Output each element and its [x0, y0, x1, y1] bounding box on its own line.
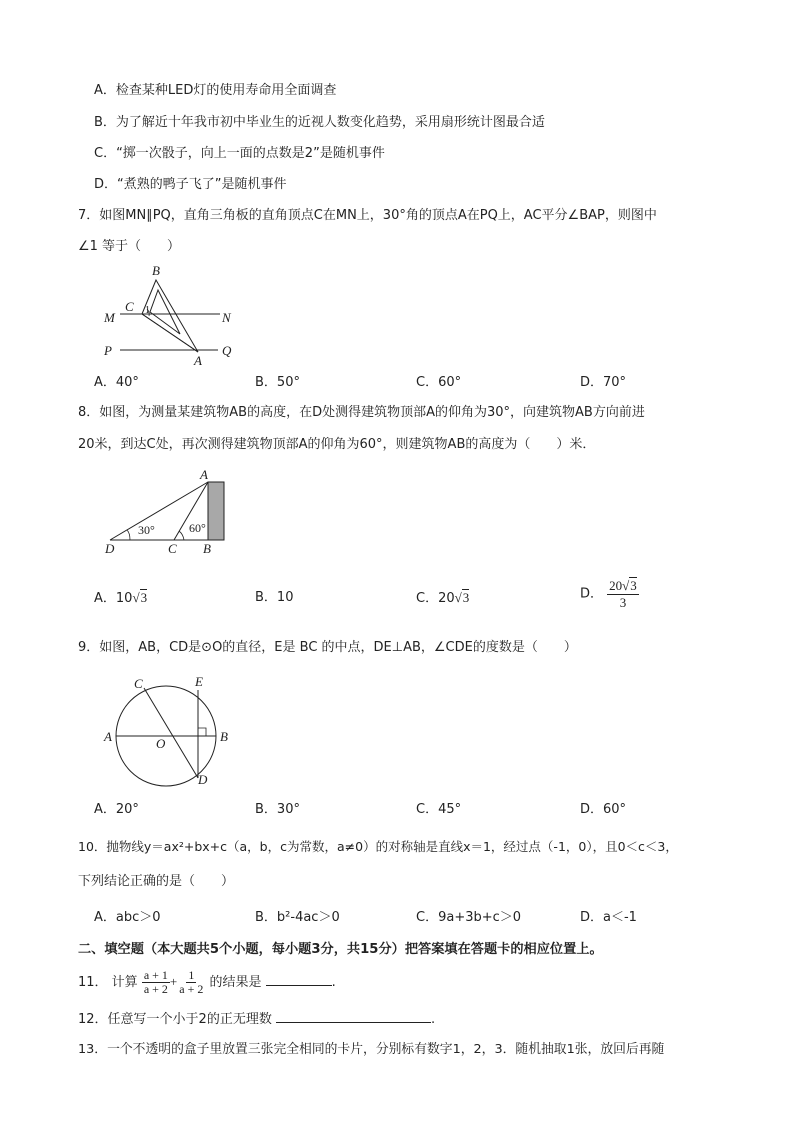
q7-line-ca	[142, 314, 198, 352]
q7-label-n: N	[222, 310, 231, 325]
q12-answer-blank[interactable]	[276, 1010, 431, 1023]
q9-option-c: C．45°	[416, 802, 462, 817]
q11-suffix: 的结果是	[209, 975, 262, 990]
q8-stem-line2: 20米，到达C处，再次测得建筑物顶部A的仰角为60°，则建筑物AB的高度为（ ）米．	[78, 437, 596, 452]
q10-option-c: C．9a+3b+c＞0	[416, 910, 522, 925]
q12-stem	[78, 1010, 435, 1029]
q8-option-d-text: D．	[580, 586, 604, 602]
q7-label-1: 1	[145, 305, 150, 316]
q6-option-c: C．“掷一次骰子，向上一面的点数是2”是随机事件	[94, 146, 385, 161]
q8-figure	[100, 466, 240, 556]
q9-stem-line1	[78, 639, 577, 657]
q8-label-b: B	[203, 541, 211, 556]
q9-label-e: E	[195, 674, 203, 689]
q6-option-a: A．检查某种LED灯的使用寿命用全面调查	[94, 83, 337, 98]
q7-label-b: B	[152, 263, 160, 278]
q9-figure	[100, 672, 240, 792]
q11-answer-blank[interactable]	[266, 973, 332, 986]
q8-option-c-text: C．20	[416, 591, 455, 606]
q8-label-60: 60°	[189, 521, 206, 535]
sqrt-icon: √3	[454, 590, 470, 605]
q7-figure	[100, 262, 250, 372]
q9-label-a: A	[104, 729, 112, 744]
q8-label-a: A	[200, 467, 208, 482]
q8-option-a-text: A．10	[94, 591, 133, 606]
q8-stem-line1: 8．如图，为测量某建筑物AB的高度，在D处测得建筑物顶部A的仰角为30°，向建筑物AB方向前进	[78, 405, 645, 420]
q7-label-q: Q	[222, 343, 232, 358]
q10-option-d: D．a＜-1	[580, 910, 637, 925]
q12-period: .	[430, 1012, 436, 1027]
q7-option-a: A．40°	[94, 375, 139, 390]
q9-stem-text: 9．如图，AB，CD是⊙O的直径，E是 BC 的中点，DE⊥AB，∠CDE的度数是（ ）	[78, 640, 577, 655]
q6-option-b: B．为了解近十年我市初中毕业生的近视人数变化趋势，采用扇形统计图最合适	[94, 115, 545, 130]
q8-arc-60	[179, 531, 184, 540]
q8-label-30: 30°	[138, 523, 155, 537]
q6-option-d: D．“煮熟的鸭子飞了”是随机事件	[94, 177, 287, 192]
q7-stem-line1: 7．如图MN∥PQ，直角三角板的直角顶点C在MN上，30°角的顶点A在PQ上，AC平分∠BAP，则图中	[78, 208, 657, 223]
q11-prefix: 11． 计算	[78, 975, 138, 990]
q8-option-c	[416, 589, 469, 608]
q9-option-d: D．60°	[580, 802, 627, 817]
q7-label-m: M	[104, 310, 115, 325]
q9-label-o: O	[156, 736, 166, 751]
q7-label-a: A	[194, 353, 202, 368]
q8-arc-30	[127, 530, 130, 540]
q10-stem-line1: 10．抛物线y＝ax²+bx+c（a，b，c为常数，a≠0）的对称轴是直线x＝1，经过点（-1，0），且0＜c＜3，	[78, 839, 678, 854]
q12-text: 12．任意写一个小于2的正无理数	[78, 1012, 272, 1027]
q9-option-a: A．20°	[94, 802, 139, 817]
q8-label-c: C	[168, 541, 177, 556]
q9-label-c: C	[134, 676, 143, 691]
q9-option-b: B．30°	[255, 802, 300, 817]
q8-building	[208, 482, 224, 540]
sqrt-icon: √3	[132, 590, 148, 605]
q11-plus: +	[169, 974, 178, 989]
q7-stem-line2: ∠1 等于（ ）	[78, 239, 181, 254]
q9-label-d: D	[198, 772, 208, 787]
q7-triangle-outer	[142, 280, 198, 352]
q11-period: .	[331, 975, 336, 990]
q9-right-angle-mark	[198, 728, 206, 736]
q10-option-a: A．abc＞0	[94, 910, 161, 925]
q13-stem-line1: 13．一个不透明的盒子里放置三张完全相同的卡片，分别标有数字1，2，3．随机抽取1张，放回后再随	[78, 1042, 665, 1057]
sqrt-icon: √3	[622, 578, 637, 593]
q9-label-b: B	[220, 729, 228, 744]
q8-option-a	[94, 589, 147, 608]
q8-option-d	[580, 578, 639, 611]
q8-option-d-fraction: $\frac{20√3}{3}$	[609, 578, 637, 610]
q7-triangle-inner	[150, 290, 180, 334]
q10-option-b: B．b²-4ac＞0	[255, 910, 340, 925]
q10-stem-line2: 下列结论正确的是（ ）	[78, 874, 235, 889]
q8-label-d: D	[105, 541, 115, 556]
q8-option-b: B．10	[255, 590, 294, 605]
q11-fraction-1: $\frac{a + 1}{a + 2}$	[143, 968, 168, 996]
q11-stem	[78, 964, 336, 1001]
q7-option-b: B．50°	[255, 375, 300, 390]
q7-label-c: C	[125, 299, 134, 314]
q7-option-d: D．70°	[580, 375, 627, 390]
q7-label-p: P	[104, 343, 112, 358]
q7-option-c: C．60°	[416, 375, 462, 390]
q9-diameter-cd	[144, 688, 198, 778]
q11-fraction-2: $\frac{1}{a + 2}$	[179, 968, 204, 996]
section-2-heading: 二、填空题（本大题共5个小题，每小题3分，共15分）把答案填在答题卡的相应位置上。	[78, 942, 603, 957]
